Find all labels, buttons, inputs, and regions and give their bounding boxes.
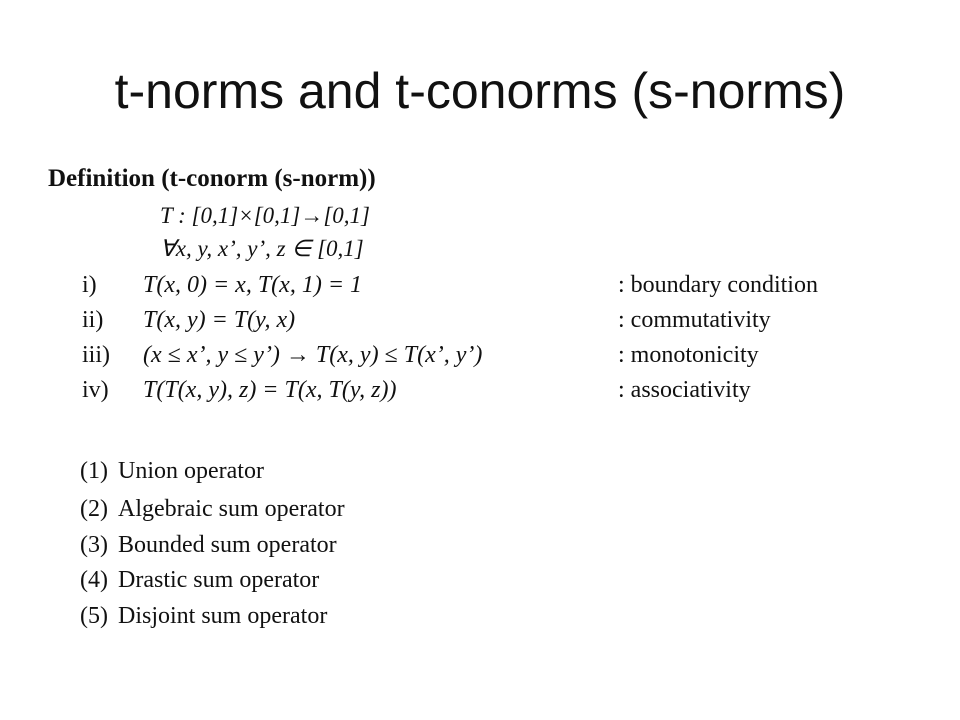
axiom-expression: (x ≤ x’, y ≤ y’) → T(x, y) ≤ T(x’, y’) — [143, 342, 483, 368]
operator-number: (2) — [80, 496, 108, 522]
operator-row — [0, 458, 960, 492]
operator-name: Algebraic sum operator — [118, 496, 345, 522]
axiom-number: ii) — [82, 307, 104, 333]
axiom-row — [0, 342, 960, 376]
axiom-row — [0, 272, 960, 306]
operator-name: Disjoint sum operator — [118, 603, 328, 629]
quantifier-formula: ∀x, y, x’, y’, z ∈ [0,1] — [160, 236, 364, 261]
axiom-number: iv) — [82, 377, 109, 403]
operator-number: (5) — [80, 603, 108, 629]
operator-row — [0, 603, 960, 637]
slide-title: t-norms and t-conorms (s-norms) — [114, 63, 846, 119]
operator-row — [0, 532, 960, 566]
axiom-property: : boundary condition — [618, 272, 818, 298]
axiom-row — [0, 307, 960, 341]
axiom-row — [0, 377, 960, 411]
operator-number: (1) — [80, 458, 108, 484]
operator-name: Union operator — [118, 458, 264, 484]
operator-row — [0, 567, 960, 601]
mapping-formula: T : [0,1]×[0,1]→[0,1] — [160, 203, 371, 228]
operator-row — [0, 496, 960, 530]
axiom-property: : commutativity — [618, 307, 771, 333]
axiom-number: i) — [82, 272, 97, 298]
operator-name: Drastic sum operator — [118, 567, 320, 593]
operator-number: (3) — [80, 532, 108, 558]
axiom-expression: T(x, 0) = x, T(x, 1) = 1 — [143, 272, 363, 298]
operator-number: (4) — [80, 567, 108, 593]
axiom-expression: T(T(x, y), z) = T(x, T(y, z)) — [143, 377, 397, 403]
axiom-property: : monotonicity — [618, 342, 759, 368]
operator-name: Bounded sum operator — [118, 532, 337, 558]
axiom-number: iii) — [82, 342, 110, 368]
axiom-property: : associativity — [618, 377, 751, 403]
axiom-expression: T(x, y) = T(y, x) — [143, 307, 296, 333]
definition-heading: Definition (t-conorm (s-norm)) — [48, 165, 376, 192]
